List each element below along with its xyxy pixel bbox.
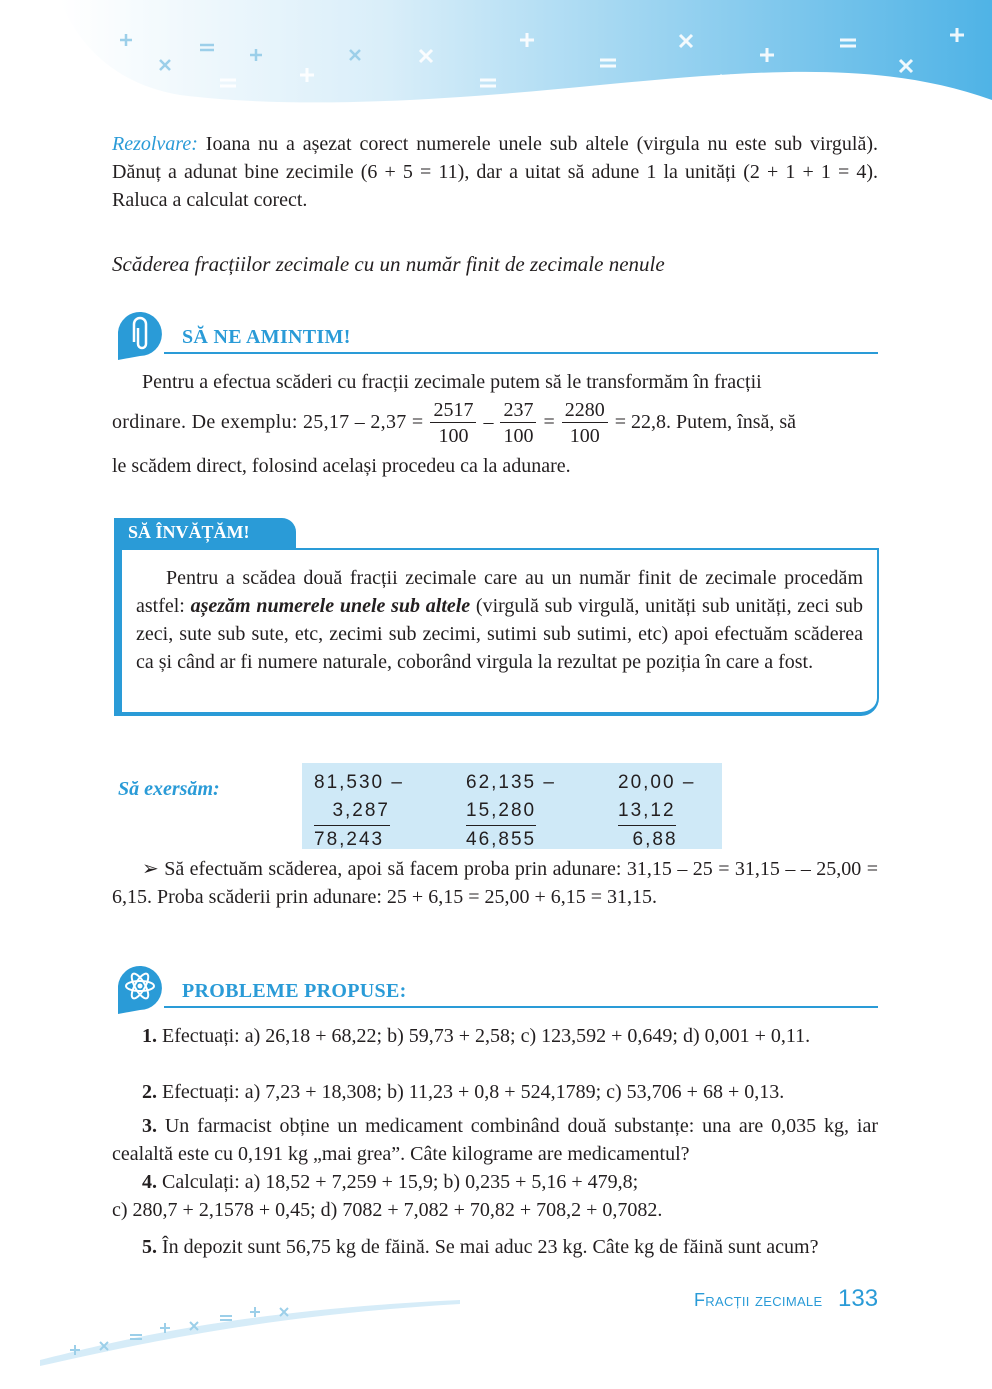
fraction-1-num: 2517 bbox=[430, 398, 476, 423]
minus-sign: – bbox=[483, 411, 494, 433]
header-banner bbox=[0, 0, 992, 110]
problem-5-text: În depozit sunt 56,75 kg de făină. Se mai aduc 23 kg. Câte kg de făină sunt acum? bbox=[157, 1236, 819, 1258]
problem-3-text: Un farmacist obține un medicament combinând două substanțe: una are 0,035 kg, iar cealaltă este cu 0,191 kg „mai grea”. Câte kilograme are medicamentul? bbox=[112, 1115, 878, 1165]
page-number: 133 bbox=[838, 1285, 879, 1312]
remember-line-1: Pentru a efectua scăderi cu fracții zecimale putem să le transformăm în fracții bbox=[142, 371, 762, 393]
problem-4-text-a: Calculați: a) 18,52 + 7,259 + 15,9; b) 0,235 + 5,16 + 479,8; bbox=[157, 1171, 639, 1193]
problem-2 bbox=[112, 1078, 878, 1106]
solution-label: Rezolvare: bbox=[112, 133, 198, 155]
problem-4-text-b: c) 280,7 + 2,1578 + 0,45; d) 7082 + 7,082 + 70,82 + 708,2 + 0,7082. bbox=[112, 1199, 663, 1221]
problem-4-number: 4. bbox=[142, 1171, 157, 1193]
learn-text-b: (virgulă sub virgulă, unități sub unități, zeci sub zeci, sute sub sute, etc, zecimi sub zecimi, sutimi sub sutimi, etc) apoi efectuăm scăderea ca și când ar fi numere naturale, coborând virgula la rezultat pe poziția în care a fost. bbox=[136, 595, 863, 673]
remember-divider bbox=[164, 352, 878, 354]
footer-decoration bbox=[40, 1280, 460, 1370]
exercise-1-result: 78,243 bbox=[314, 829, 385, 850]
exercise-1-b: 3,287 bbox=[314, 797, 390, 826]
problem-2-number: 2. bbox=[142, 1081, 157, 1103]
exercise-2-a: 62,135 – bbox=[466, 772, 556, 793]
exercise-note: ➢ Să efectuăm scăderea, apoi să facem proba prin adunare: 31,15 – 25 = 31,15 – – 25,00 = 6,15. Proba scăderii prin adunare: 25 + 6,15 = 25,00 + 6,15 = 31,15. bbox=[112, 858, 878, 908]
solution-paragraph bbox=[112, 130, 878, 214]
exercise-table bbox=[302, 763, 722, 849]
exercise-column-3 bbox=[618, 769, 695, 854]
problem-5 bbox=[112, 1233, 878, 1261]
fraction-2-num: 237 bbox=[500, 398, 536, 423]
remember-line-2 bbox=[112, 394, 878, 450]
problems-divider bbox=[164, 1006, 878, 1008]
learn-box bbox=[114, 548, 879, 716]
exercise-3-b: 13,12 bbox=[618, 797, 676, 826]
exercise-column-1 bbox=[314, 769, 404, 854]
fraction-2 bbox=[500, 398, 536, 449]
problem-4 bbox=[112, 1168, 878, 1196]
problems-header bbox=[112, 962, 878, 1008]
fraction-1-den: 100 bbox=[438, 424, 469, 447]
problem-2-text: Efectuați: a) 7,23 + 18,308; b) 11,23 + 0,8 + 524,1789; c) 53,706 + 68 + 0,13. bbox=[157, 1081, 785, 1103]
fraction-3-den: 100 bbox=[569, 424, 600, 447]
exercise-3-result: 6,88 bbox=[618, 829, 678, 850]
learn-text-a: Pentru a scădea două fracții zecimale care au un număr finit de zecimale procedăm astfel: bbox=[136, 567, 863, 617]
fraction-3 bbox=[562, 398, 608, 449]
fraction-3-num: 2280 bbox=[562, 398, 608, 423]
exercise-2-b: 15,280 bbox=[466, 797, 536, 826]
problem-1 bbox=[112, 1022, 878, 1050]
exercise-2-result: 46,855 bbox=[466, 829, 537, 850]
problem-3-number: 3. bbox=[142, 1115, 157, 1137]
fraction-2-den: 100 bbox=[503, 424, 534, 447]
remember-line-3: le scădem direct, folosind același procedeu ca la adunare. bbox=[112, 455, 571, 477]
problem-3 bbox=[112, 1112, 878, 1168]
exercise-1-a: 81,530 – bbox=[314, 772, 404, 793]
learn-emphasis: așezăm numerele unele sub altele bbox=[190, 595, 471, 617]
paperclip-icon bbox=[112, 308, 170, 362]
equals-sign: = bbox=[543, 411, 555, 433]
problem-1-number: 1. bbox=[142, 1025, 157, 1047]
learn-tab: SĂ ÎNVĂȚĂM! bbox=[114, 518, 296, 550]
atom-icon bbox=[112, 962, 170, 1016]
remember-header bbox=[112, 308, 878, 354]
exercise-3-a: 20,00 – bbox=[618, 772, 696, 793]
problem-1-text: Efectuați: a) 26,18 + 68,22; b) 59,73 + 2,58; c) 123,592 + 0,649; d) 0,001 + 0,11. bbox=[157, 1025, 811, 1047]
exercise-label: Să exersăm: bbox=[118, 778, 220, 800]
fraction-1 bbox=[430, 398, 476, 449]
problem-5-number: 5. bbox=[142, 1236, 157, 1258]
remember-line-2-end: = 22,8. Putem, însă, să bbox=[614, 411, 797, 433]
problems-heading: PROBLEME PROPUSE: bbox=[182, 980, 407, 1002]
learn-text bbox=[136, 564, 863, 676]
section-title: Scăderea fracțiilor zecimale cu un număr finit de zecimale nenule bbox=[112, 252, 665, 276]
solution-text: Ioana nu a așezat corect numerele unele sub altele (virgula nu este sub virgulă). Dănuț a adunat bine zecimile (6 + 5 = 11), dar a uitat să adune 1 la unități (2 + 1 + 1 = 4). Raluca a calculat corect. bbox=[112, 133, 878, 211]
remember-heading: SĂ NE AMINTIM! bbox=[182, 326, 351, 348]
exercise-column-2 bbox=[466, 769, 556, 854]
footer-title: Fracții zecimale bbox=[694, 1290, 823, 1310]
remember-line-2-start: ordinare. De exemplu: 25,17 – 2,37 = bbox=[112, 411, 424, 433]
